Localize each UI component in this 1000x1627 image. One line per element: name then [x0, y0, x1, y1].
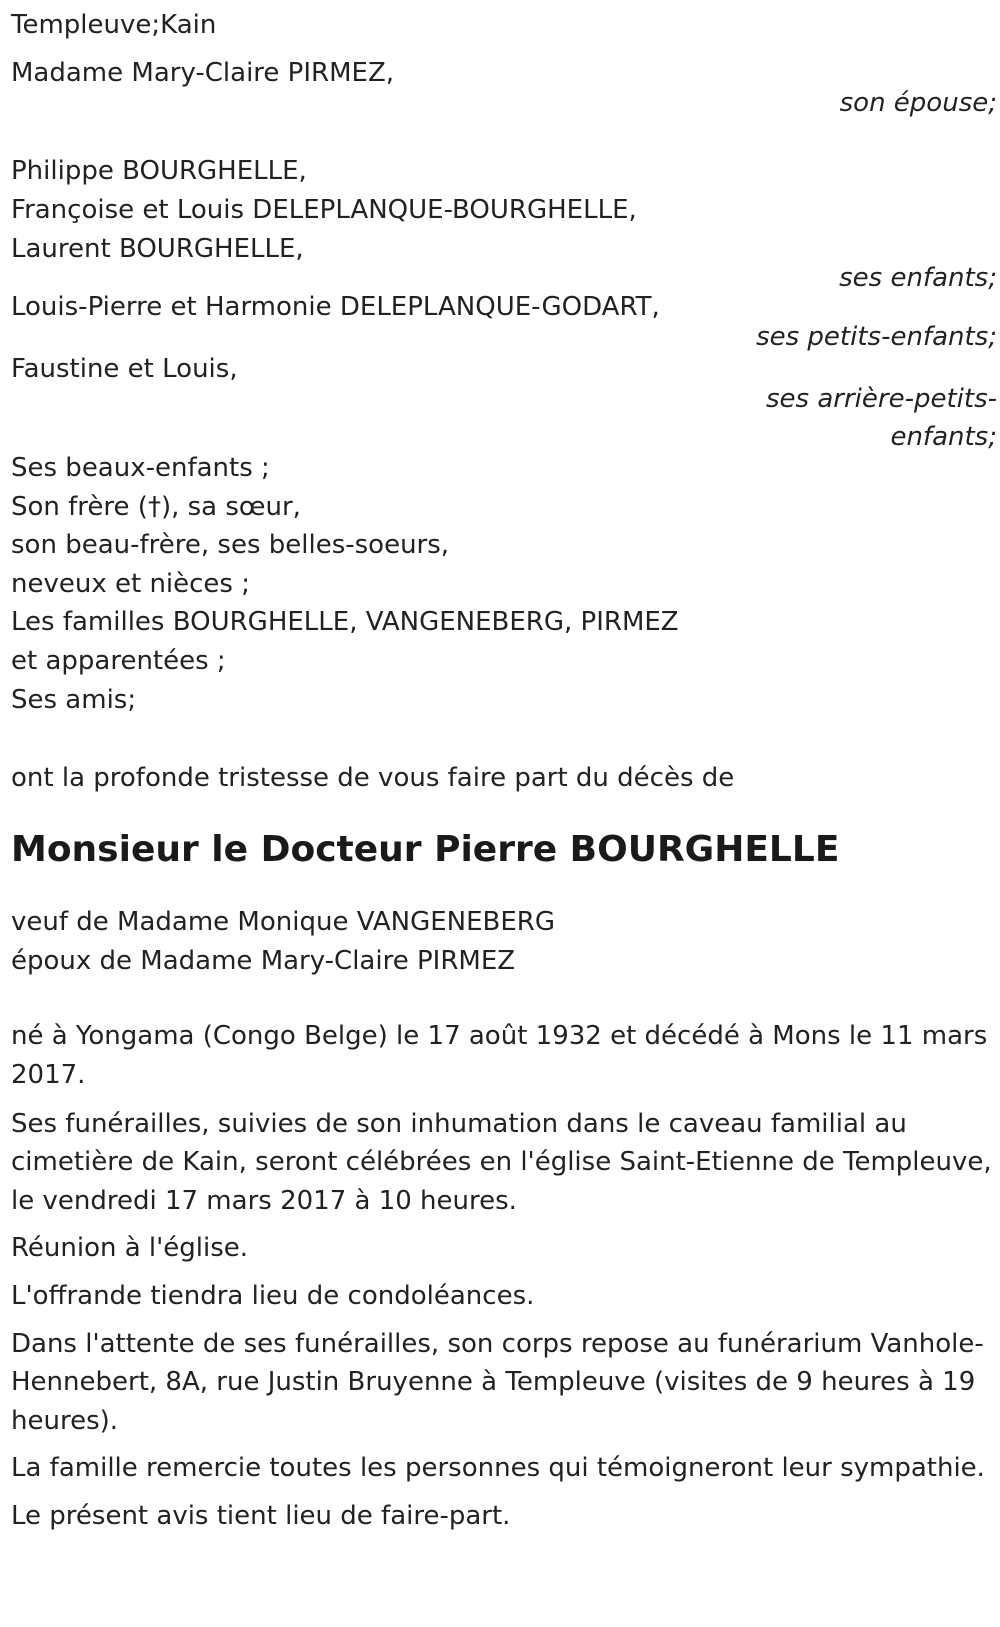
relatives-line: son beau-frère, ses belles-soeurs, [11, 530, 450, 561]
spouse-role: son épouse; [839, 88, 997, 118]
spouse-name: Madame Mary-Claire PIRMEZ, [11, 58, 395, 88]
birth-death-paragraph: né à Yongama (Congo Belge) le 17 août 1932 et décédé à Mons le 11 mars 2017. [11, 1021, 988, 1090]
repose-paragraph: Dans l'attente de ses funérailles, son corps repose au funérarium Vanhole-Hennebert, 8A, rue Justin Bruyenne à Templeuve (visites de 9 heures à 19 heures). [11, 1328, 984, 1436]
relatives-line: neveux et nièces ; [11, 568, 251, 599]
offering-paragraph: L'offrande tiendra lieu de condoléances. [11, 1280, 535, 1311]
grandchildren-block [11, 287, 997, 352]
great-grandchildren-role-line2: enfants; [890, 422, 997, 452]
grandchildren-role: ses petits-enfants; [756, 322, 997, 352]
widower-line: veuf de Madame Monique VANGENEBERG [11, 907, 556, 938]
obituary-notice [11, 5, 997, 1535]
deceased-name: Monsieur le Docteur Pierre BOURGHELLE [11, 829, 840, 871]
great-grandchildren-block [11, 349, 997, 452]
child-name: Philippe BOURGHELLE, [11, 156, 307, 186]
location-header: Templeuve;Kain [11, 10, 217, 40]
great-grandchildren-name: Faustine et Louis, [11, 354, 238, 384]
children-role: ses enfants; [839, 263, 997, 293]
notice-paragraph: Le présent avis tient lieu de faire-part. [11, 1500, 511, 1531]
spouse-block [11, 53, 997, 157]
grandchildren-name: Louis-Pierre et Harmonie DELEPLANQUE-GODART, [11, 292, 660, 322]
relatives-line: Son frère (†), sa sœur, [11, 491, 301, 522]
children-block [11, 151, 997, 293]
relatives-line: Ses beaux-enfants ; [11, 453, 270, 483]
child-name: Laurent BOURGHELLE, [11, 234, 304, 264]
marital-status-block [11, 903, 997, 980]
announcement-text: ont la profonde tristesse de vous faire part du décès de [11, 763, 735, 794]
relatives-line: Les familles BOURGHELLE, VANGENEBERG, PIRMEZ [11, 607, 679, 638]
other-relatives-block [11, 449, 997, 719]
meeting-paragraph: Réunion à l'église. [11, 1233, 249, 1264]
great-grandchildren-role-line1: ses arrière-petits- [766, 384, 997, 414]
child-name: Françoise et Louis DELEPLANQUE-BOURGHELLE, [11, 195, 637, 225]
funeral-paragraph: Ses funérailles, suivies de son inhumation dans le caveau familial au cimetière de Kain, seront célébrées en l'église Saint-Etienne de Templeuve, le vendredi 17 mars 2017 à 10 heures. [11, 1108, 992, 1216]
relatives-line: Ses amis; [11, 684, 137, 715]
husband-line: époux de Madame Mary-Claire PIRMEZ [11, 945, 516, 976]
relatives-line: et apparentées ; [11, 645, 226, 676]
thanks-paragraph: La famille remercie toutes les personnes qui témoigneront leur sympathie. [11, 1453, 985, 1484]
